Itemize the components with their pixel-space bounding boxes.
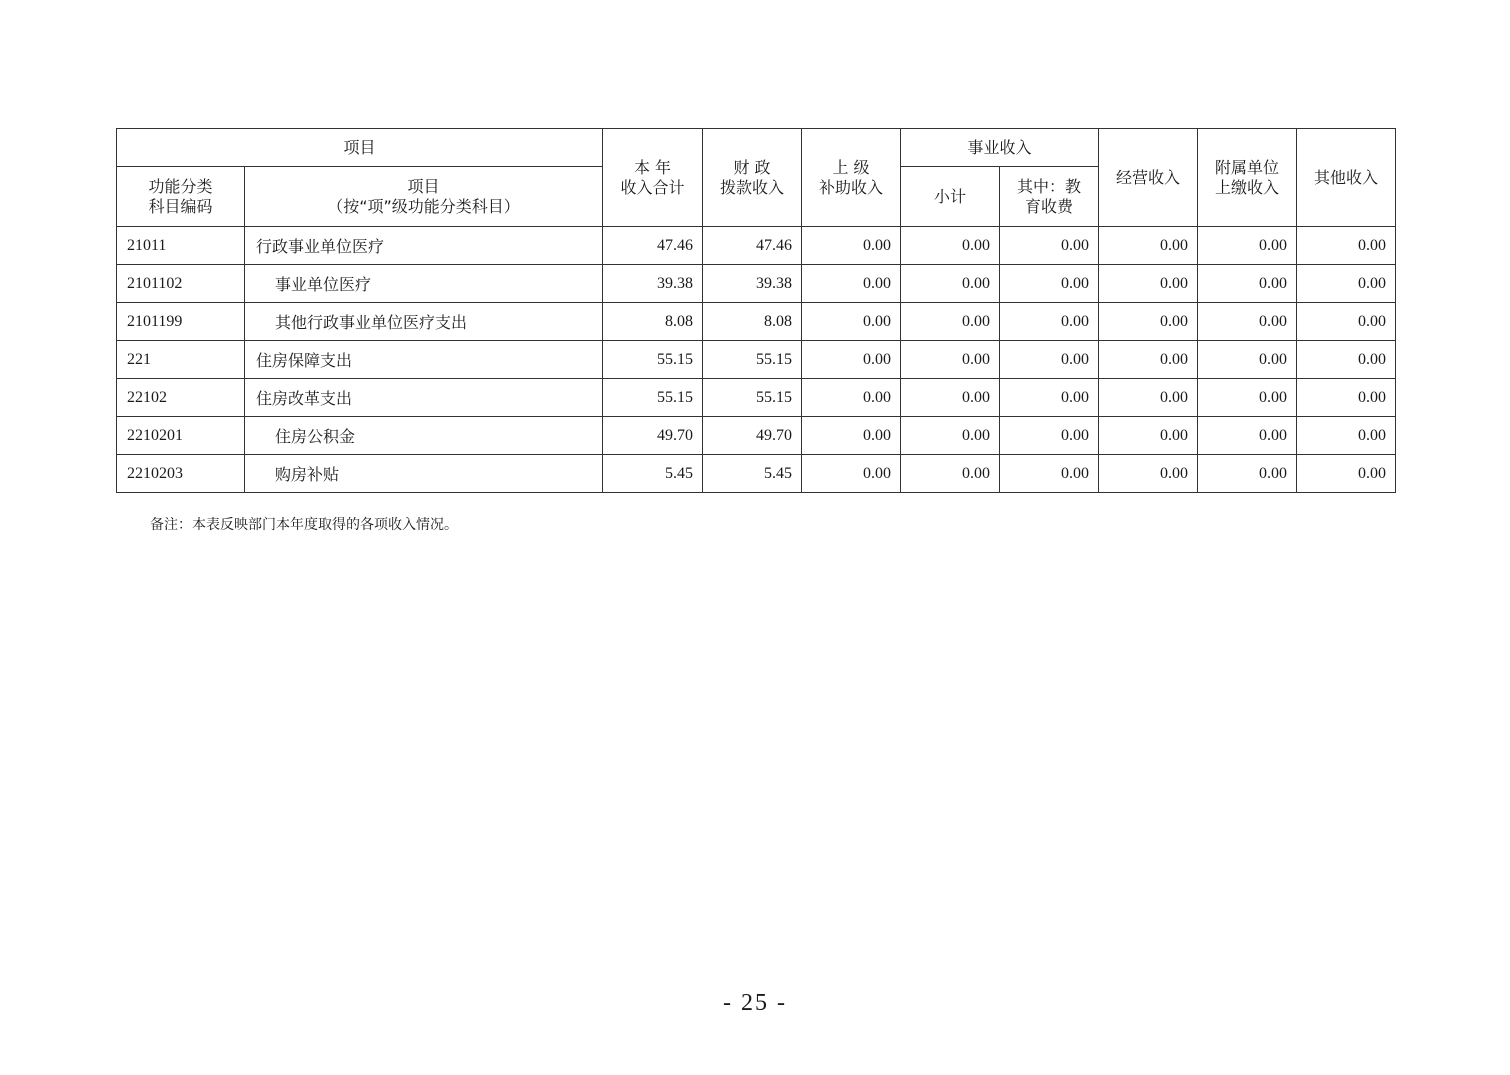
total-income-header-line1: 本 年 [633, 157, 672, 177]
row-value-cell: 0.00 [901, 265, 1000, 303]
row-value-cell: 0.00 [1000, 379, 1099, 417]
row-code-cell: 22102 [117, 379, 245, 417]
row-name-cell: 事业单位医疗 [245, 265, 603, 303]
row-value-cell: 0.00 [1099, 227, 1198, 265]
row-value-cell: 47.46 [703, 227, 802, 265]
superior-subsidy-header-line2: 补助收入 [819, 177, 884, 197]
table-row [117, 455, 1396, 493]
income-table [116, 128, 1396, 493]
table-row [117, 265, 1396, 303]
row-value-cell: 0.00 [1297, 303, 1396, 341]
row-value-cell: 0.00 [1198, 303, 1297, 341]
affiliated-unit-income-header [1198, 129, 1297, 227]
row-value-cell: 5.45 [603, 455, 703, 493]
project-group-header: 项目 [117, 129, 603, 167]
row-value-cell: 0.00 [1198, 227, 1297, 265]
fiscal-appropriation-header [703, 129, 802, 227]
row-value-cell: 0.00 [1000, 341, 1099, 379]
row-value-cell: 0.00 [1099, 265, 1198, 303]
row-value-cell: 47.46 [603, 227, 703, 265]
row-value-cell: 0.00 [1099, 455, 1198, 493]
row-value-cell: 39.38 [703, 265, 802, 303]
row-name-cell: 行政事业单位医疗 [245, 227, 603, 265]
row-code-cell: 21011 [117, 227, 245, 265]
row-value-cell: 0.00 [802, 341, 901, 379]
table-row [117, 303, 1396, 341]
row-value-cell: 0.00 [1000, 455, 1099, 493]
education-fee-header-line2: 育收费 [1025, 196, 1074, 216]
row-value-cell: 0.00 [1198, 265, 1297, 303]
education-fee-header-line1: 其中：教 [1017, 176, 1082, 196]
table-row [117, 341, 1396, 379]
row-value-cell: 0.00 [901, 455, 1000, 493]
row-value-cell: 55.15 [603, 379, 703, 417]
row-name-cell: 住房保障支出 [245, 341, 603, 379]
row-value-cell: 8.08 [603, 303, 703, 341]
row-value-cell: 0.00 [1099, 417, 1198, 455]
total-income-header [603, 129, 703, 227]
row-value-cell: 49.70 [703, 417, 802, 455]
subtotal-header: 小计 [901, 167, 1000, 227]
function-code-header-line1: 功能分类 [148, 176, 213, 196]
table-body [117, 227, 1396, 493]
project-name-header-line1: 项目 [407, 176, 440, 196]
row-code-cell: 2101199 [117, 303, 245, 341]
row-value-cell: 0.00 [802, 265, 901, 303]
row-value-cell: 0.00 [1000, 227, 1099, 265]
row-value-cell: 0.00 [1297, 265, 1396, 303]
row-name-cell: 购房补贴 [245, 455, 603, 493]
row-value-cell: 0.00 [802, 303, 901, 341]
row-code-cell: 2210203 [117, 455, 245, 493]
row-value-cell: 0.00 [802, 455, 901, 493]
row-value-cell: 0.00 [1099, 341, 1198, 379]
other-income-header: 其他收入 [1297, 129, 1396, 227]
row-value-cell: 0.00 [802, 227, 901, 265]
row-value-cell: 8.08 [703, 303, 802, 341]
row-name-cell: 住房公积金 [245, 417, 603, 455]
row-value-cell: 0.00 [901, 379, 1000, 417]
row-value-cell: 0.00 [1297, 417, 1396, 455]
superior-subsidy-header-line1: 上 级 [832, 157, 870, 177]
row-value-cell: 0.00 [901, 341, 1000, 379]
row-value-cell: 0.00 [1099, 379, 1198, 417]
fiscal-appropriation-header-line1: 财 政 [733, 157, 771, 177]
superior-subsidy-header [802, 129, 901, 227]
row-value-cell: 49.70 [603, 417, 703, 455]
row-value-cell: 0.00 [802, 379, 901, 417]
row-value-cell: 0.00 [1000, 265, 1099, 303]
row-value-cell: 0.00 [1297, 379, 1396, 417]
row-value-cell: 0.00 [1297, 227, 1396, 265]
row-value-cell: 5.45 [703, 455, 802, 493]
row-value-cell: 0.00 [802, 417, 901, 455]
row-value-cell: 55.15 [703, 379, 802, 417]
row-value-cell: 0.00 [1000, 303, 1099, 341]
row-code-cell: 2101102 [117, 265, 245, 303]
row-value-cell: 0.00 [901, 303, 1000, 341]
row-value-cell: 0.00 [1198, 455, 1297, 493]
business-income-group-header: 事业收入 [901, 129, 1099, 167]
row-name-cell: 其他行政事业单位医疗支出 [245, 303, 603, 341]
row-name-cell: 住房改革支出 [245, 379, 603, 417]
education-fee-header [1000, 167, 1099, 227]
total-income-header-line2: 收入合计 [620, 177, 685, 197]
affiliated-unit-header-line2: 上缴收入 [1215, 177, 1280, 197]
row-code-cell: 2210201 [117, 417, 245, 455]
project-name-header-line2: （按“项”级功能分类科目） [327, 196, 520, 216]
operating-income-header: 经营收入 [1099, 129, 1198, 227]
affiliated-unit-header-line1: 附属单位 [1215, 157, 1280, 177]
table-row [117, 417, 1396, 455]
row-value-cell: 0.00 [1099, 303, 1198, 341]
row-value-cell: 0.00 [901, 227, 1000, 265]
fiscal-appropriation-header-line2: 拨款收入 [720, 177, 785, 197]
page-number: - 25 - [723, 990, 787, 1016]
function-code-header-line2: 科目编码 [148, 196, 213, 216]
table-row [117, 379, 1396, 417]
row-value-cell: 0.00 [1297, 455, 1396, 493]
table-row [117, 227, 1396, 265]
footnote: 备注：本表反映部门本年度取得的各项收入情况。 [150, 517, 458, 533]
row-value-cell: 39.38 [603, 265, 703, 303]
row-value-cell: 0.00 [1198, 379, 1297, 417]
row-code-cell: 221 [117, 341, 245, 379]
row-value-cell: 0.00 [901, 417, 1000, 455]
row-value-cell: 0.00 [1198, 341, 1297, 379]
row-value-cell: 55.15 [703, 341, 802, 379]
row-value-cell: 0.00 [1297, 341, 1396, 379]
row-value-cell: 0.00 [1000, 417, 1099, 455]
row-value-cell: 0.00 [1198, 417, 1297, 455]
function-code-header [117, 167, 245, 227]
project-name-header [245, 167, 603, 227]
row-value-cell: 55.15 [603, 341, 703, 379]
